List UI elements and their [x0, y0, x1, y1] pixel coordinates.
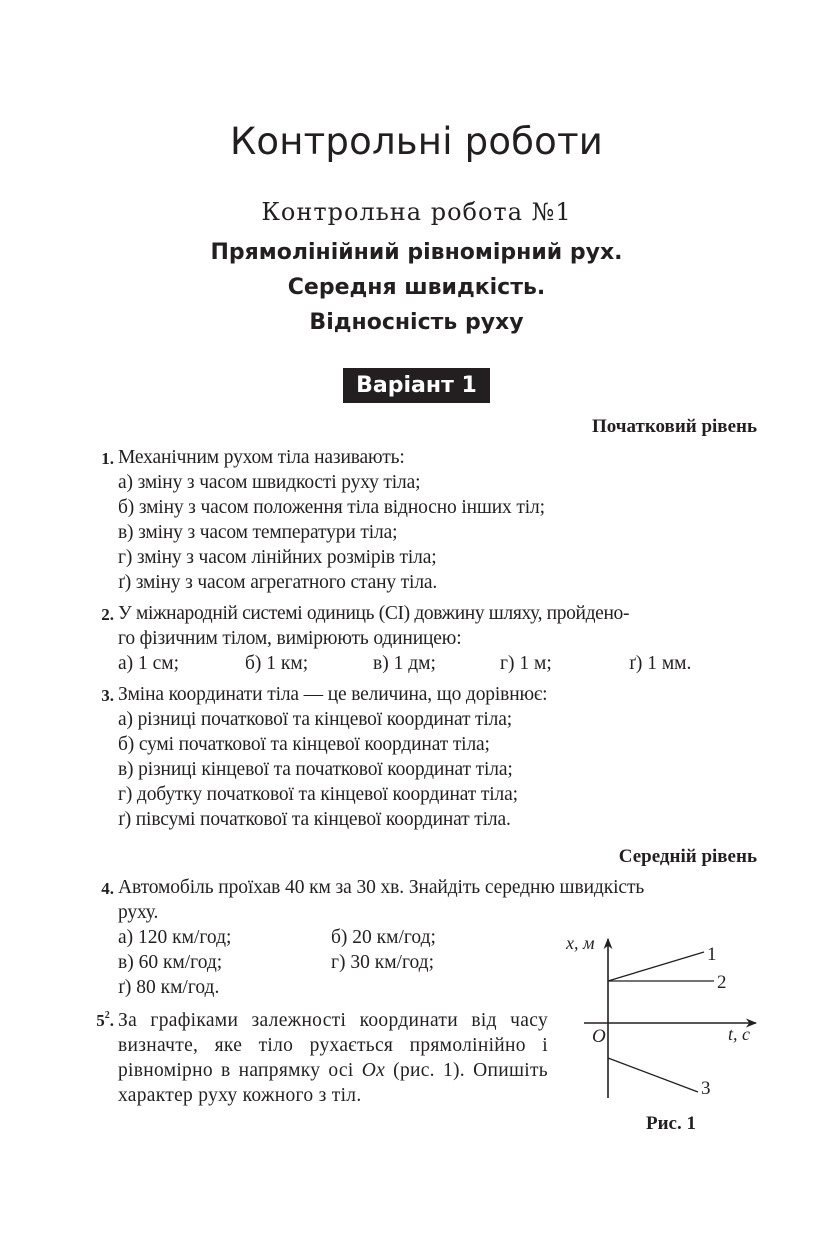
level-heading-basic: Початковий рівень	[591, 416, 757, 437]
answer-option: в) 60 км/год;	[118, 952, 223, 973]
question-text	[118, 1008, 548, 1108]
question-text: Зміна координати тіла — це величина, що дорівнює:	[118, 684, 548, 705]
question-number: 2.	[101, 605, 114, 624]
axis-reference: Ox	[361, 1060, 386, 1081]
question-text: Механічним рухом тіла називають:	[118, 447, 405, 468]
answer-option: б) 1 км;	[245, 653, 309, 674]
answer-option: б) 20 км/год;	[331, 927, 436, 948]
answer-option: а) 120 км/год;	[118, 927, 232, 948]
work-label: Контрольна робота №1	[261, 198, 572, 226]
figure-1-graph	[556, 925, 776, 1115]
question-text: руху.	[118, 902, 159, 923]
topic-line: Відносність руху	[309, 310, 524, 335]
graph-line-3	[608, 1058, 698, 1092]
answer-option: б) зміну з часом положення тіла відносно інших тіл;	[118, 497, 545, 518]
line-label-1: 1	[707, 944, 717, 965]
variant-label: Варіант 1	[356, 373, 477, 398]
y-axis-label: x, м	[566, 933, 595, 953]
answer-option: а) зміну з часом швидкості руху тіла;	[118, 472, 421, 493]
question-text: го фізичним тілом, вимірюють одиницею:	[118, 628, 462, 649]
level-heading-middle: Середній рівень	[618, 846, 757, 867]
question-number: 1.	[101, 449, 114, 468]
question-number-suffix: .	[109, 1011, 114, 1030]
question-text-part: (рис. 1). Опишіть характер руху кожного з тіл.	[118, 1060, 548, 1106]
question-number: 4.	[101, 879, 114, 898]
topic-line: Прямолінійний рівномірний рух.	[210, 240, 623, 265]
answer-option: а) різниці початкової та кінцевої координат тіла;	[118, 709, 513, 730]
answer-option: в) 1 дм;	[373, 653, 436, 674]
figure-caption: Рис. 1	[646, 1113, 696, 1134]
answer-option: г) зміну з часом лінійних розмірів тіла;	[118, 547, 437, 568]
answer-option: ґ) 80 км/год.	[118, 977, 220, 998]
answer-option: ґ) півсумі початкової та кінцевої координат тіла.	[118, 809, 511, 830]
answer-option: г) 1 м;	[500, 653, 552, 674]
origin-label: O	[592, 1026, 606, 1047]
question-text-part: За графіками залежності координати від часу визначте, яке тіло рухається прямолінійно і рівномірно в напрямку осі	[118, 1010, 548, 1081]
x-axis-label: t, с	[728, 1024, 750, 1044]
page-title: Контрольні роботи	[229, 120, 604, 163]
line-label-3: 3	[701, 1078, 711, 1099]
answer-option: ґ) зміну з часом агрегатного стану тіла.	[118, 572, 438, 593]
variant-badge	[343, 368, 490, 403]
question-number	[88, 1010, 114, 1031]
topic-line: Середня швидкість.	[287, 275, 546, 300]
question-number: 3.	[101, 686, 114, 705]
graph-line-1	[608, 952, 704, 981]
question-text: Автомобіль проїхав 40 км за 30 хв. Знайдіть середню швидкість	[118, 877, 645, 898]
answer-option: в) зміну з часом температури тіла;	[118, 522, 398, 543]
line-label-2: 2	[717, 972, 727, 993]
answer-option: а) 1 см;	[118, 653, 180, 674]
answer-option: г) добутку початкової та кінцевої координат тіла;	[118, 784, 518, 805]
question-number-main: 5	[96, 1011, 105, 1030]
difficulty-superscript: 2	[104, 1010, 110, 1021]
answer-option: г) 30 км/год;	[331, 952, 435, 973]
answer-option: б) сумі початкової та кінцевої координат тіла;	[118, 734, 490, 755]
answer-option: в) різниці кінцевої та початкової координат тіла;	[118, 759, 513, 780]
answer-option: ґ) 1 мм.	[629, 653, 692, 674]
question-text: У міжнародній системі одиниць (СІ) довжину шляху, пройдено-	[118, 603, 630, 624]
